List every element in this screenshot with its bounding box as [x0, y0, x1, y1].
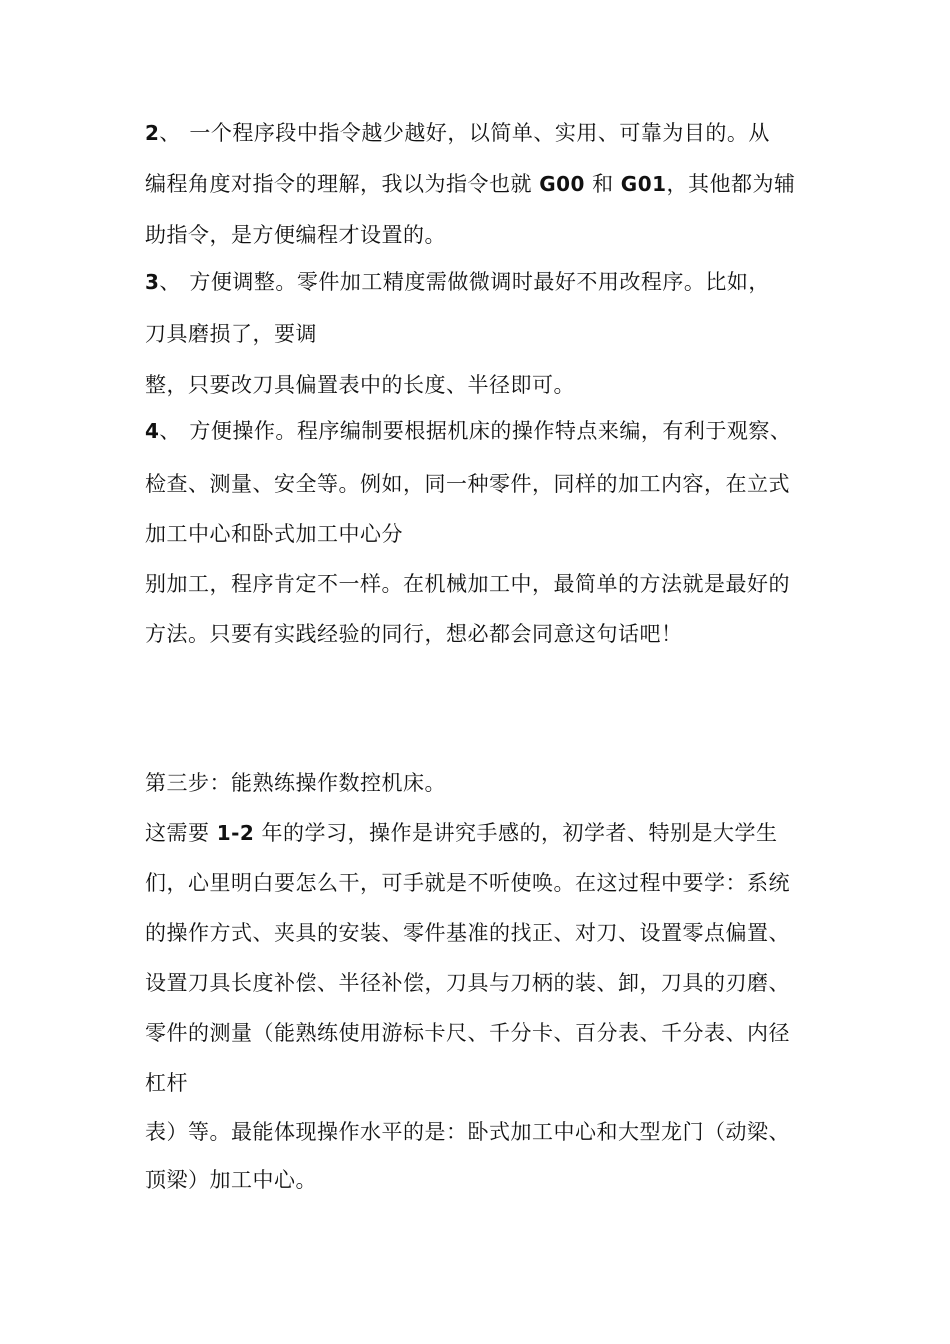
item-2-line-1 [145, 119, 770, 147]
step-3-text-3: 的操作方式、夹具的安装、零件基准的找正、对刀、设置零点偏置、 [145, 921, 790, 945]
g00-code: G00 [539, 172, 585, 196]
step-3-line-3 [145, 919, 790, 947]
step-3-line-1 [145, 819, 778, 847]
item-3-text-1: 方便调整。零件加工精度需做微调时最好不用改程序。比如， [189, 270, 770, 294]
step-3-text-8: 顶梁）加工中心。 [145, 1168, 317, 1192]
item-2-line-2 [145, 170, 796, 198]
item-4-number: 4 [145, 419, 160, 443]
item-3-text-2: 刀具磨损了，要调 [145, 322, 317, 346]
item-4-text-2: 检查、测量、安全等。例如，同一种零件，同样的加工内容，在立式 [145, 472, 790, 496]
item-3-separator: 、 [159, 270, 181, 294]
step-3-heading [145, 769, 446, 797]
item-3-line-1 [145, 268, 770, 296]
step-3-text-7: 表）等。最能体现操作水平的是：卧式加工中心和大型龙门（动梁、 [145, 1120, 790, 1144]
g01-code: G01 [620, 172, 667, 196]
step-3-text-5: 零件的测量（能熟练使用游标卡尺、千分卡、百分表、千分表、内径 [145, 1021, 790, 1045]
item-2-number: 2 [145, 121, 160, 145]
item-2-text-1: 一个程序段中指令越少越好，以简单、实用、可靠为目的。从 [189, 121, 770, 145]
item-4-text-5: 方法。只要有实践经验的同行，想必都会同意这句话吧！ [145, 622, 683, 646]
item-3-text-3: 整，只要改刀具偏置表中的长度、半径即可。 [145, 373, 575, 397]
step-3-text-6: 杠杆 [145, 1071, 188, 1095]
item-2-line-3 [145, 221, 446, 249]
item-3-line-2 [145, 320, 317, 348]
step-3-line-5 [145, 1019, 790, 1047]
item-4-separator: 、 [159, 419, 181, 443]
item-4-line-5 [145, 620, 683, 648]
step-3-line-6 [145, 1069, 188, 1097]
item-2-text-3: 助指令，是方便编程才设置的。 [145, 223, 446, 247]
step-3-text-4: 设置刀具长度补偿、半径补偿，刀具与刀柄的装、卸，刀具的刃磨、 [145, 971, 790, 995]
item-3-number: 3 [145, 270, 160, 294]
item-4-line-2 [145, 470, 790, 498]
item-2-separator: 、 [159, 121, 181, 145]
item-4-text-1: 方便操作。程序编制要根据机床的操作特点来编，有利于观察、 [189, 419, 792, 443]
item-4-line-3 [145, 520, 403, 548]
step-3-line-7 [145, 1118, 790, 1146]
study-years: 1-2 [216, 821, 255, 845]
item-4-text-3: 加工中心和卧式加工中心分 [145, 522, 403, 546]
item-2-text-2e: ，其他都为辅 [666, 172, 796, 196]
step-3-heading-text: 第三步：能熟练操作数控机床。 [145, 771, 446, 795]
step-3-line-2 [145, 869, 790, 897]
item-4-line-4 [145, 570, 790, 598]
step-3-text-2: 们，心里明白要怎么干，可手就是不听使唤。在这过程中要学：系统 [145, 871, 790, 895]
item-4-text-4: 别加工，程序肯定不一样。在机械加工中，最简单的方法就是最好的 [145, 572, 790, 596]
step-3-line-4 [145, 969, 790, 997]
step-3-line-8 [145, 1166, 317, 1194]
step-3-text-1c: 年的学习，操作是讲究手感的，初学者、特别是大学生 [254, 821, 778, 845]
item-2-text-2c: 和 [584, 172, 621, 196]
item-4-line-1 [145, 417, 791, 445]
item-2-text-2a: 编程角度对指令的理解，我以为指令也就 [145, 172, 540, 196]
item-3-line-3 [145, 371, 575, 399]
step-3-text-1a: 这需要 [145, 821, 217, 845]
